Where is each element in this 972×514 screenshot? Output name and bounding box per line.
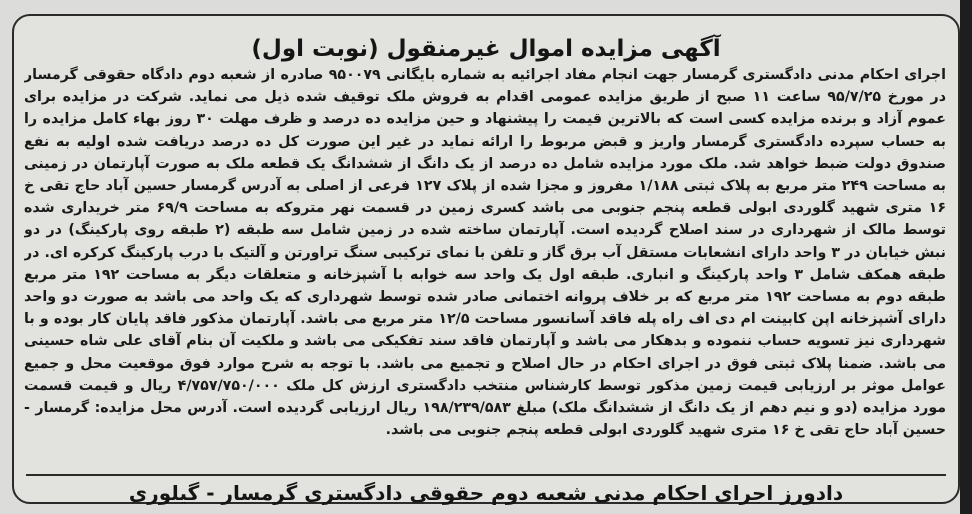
- notice-signature: دادورز اجرای احکام مدنی شعبه دوم حقوقی دادگستری گرمسار - گیلوری: [128, 481, 844, 505]
- signature-divider: [26, 474, 946, 476]
- notice-title: آگهی مزایده اموال غیرمنقول (نوبت اول): [251, 36, 721, 62]
- notice-body: [24, 64, 946, 466]
- notice-body-text: اجرای احکام مدنی دادگستری گرمسار جهت انجام مفاد اجرائیه به شماره بایگانی ۹۵۰۰۷۹ صادره از شعبه دوم دادگاه حقوقی گرمسار در مورخ ۹۵/۷/۲۵ ساعت ۱۱ صبح از طریق مزایده عمومی اقدام به فروش ملک توقیف شده ذیل می نماید. شرکت در مزایده برای عموم آزاد و برنده مزایده کسی است که بالاترین قیمت را پیشنهاد و حین مزایده ده درصد و ظرف مهلت ۳۰ روز بهاء کامل مزایده را به حساب سپرده دادگستری گرمسار واریز و قبض مربوط را ارائه نماید در غیر این صورت کل ده درصد دریافت شده اولیه به نفع صندوق دولت ضبط خواهد شد. ملک مورد مزایده شامل ده درصد از یک دانگ از ششدانگ یک قطعه ملک به صورت آپارتمان در زمینی به مساحت ۲۴۹ متر مربع به پلاک ثبتی ۱/۱۸۸ مفروز و مجزا شده از پلاک ۱۲۷ فرعی از اصلی به آدرس گرمسار حسین آباد حاج تقی خ ۱۶ متری شهید گلوردی ابولی قطعه پنجم جنوبی می باشد کسری زمین در قسمت نهر متروکه به مساحت ۶۹/۹ متر خریداری شده توسط مالک از شهرداری در سند اصلاح گردیده است. آپارتمان ساخته شده در زمین شامل سه طبقه (۲ طبقه روی پارکینگ) در دو نبش خیابان در ۳ واحد دارای انشعابات مستقل آب برق گاز و تلفن با نمای ترکیبی سنگ تراورتن و آلتیک با درب پارکینگ کرکره ای. در طبقه همکف شامل ۳ واحد پارکینگ و انباری. طبقه اول یک واحد سه خوابه با آشپزخانه و متعلقات دیگر به مساحت ۱۹۲ متر مربع طبقه دوم به مساحت ۱۹۲ متر مربع که بر خلاف پروانه اختمانی صادر شده توسط شهرداری که یک واحد می باشد به صورت دو واحد دارای آشپزخانه اپن کابینت ام دی اف راه پله فاقد آسانسور مساحت ۱۲/۵ متر مربع می باشد. آپارتمان مذکور فاقد پایان کار بوده و با شهرداری نیز تسویه حساب ننموده و بدهکار می باشد و آپارتمان فاقد سند تفکیکی می باشد و ملکیت آن بنام آقای علی شاه حسینی می باشد. ضمنا پلاک ثبتی فوق در اجرای احکام در حال اصلاح و تجمیع می باشد. با توجه به شرح موارد فوق موقعیت محل و جمیع عوامل موثر بر ارزیابی قیمت زمین مذکور توسط کارشناس منتخب دادگستری ارزش کل ملک ۴/۷۵۷/۷۵۰/۰۰۰ ریال و قیمت قسمت مورد مزایده (دو و نیم دهم از یک دانگ از ششدانگ ملک) مبلغ ۱۹۸/۲۳۹/۵۸۳ ریال ارزیابی گردیده است. آدرس محل مزایده: گرمسار - حسین آباد حاج تقی خ ۱۶ متری شهید گلوردی ابولی قطعه پنجم جنوبی می باشد.: [24, 67, 946, 439]
- page-edge: [960, 0, 972, 514]
